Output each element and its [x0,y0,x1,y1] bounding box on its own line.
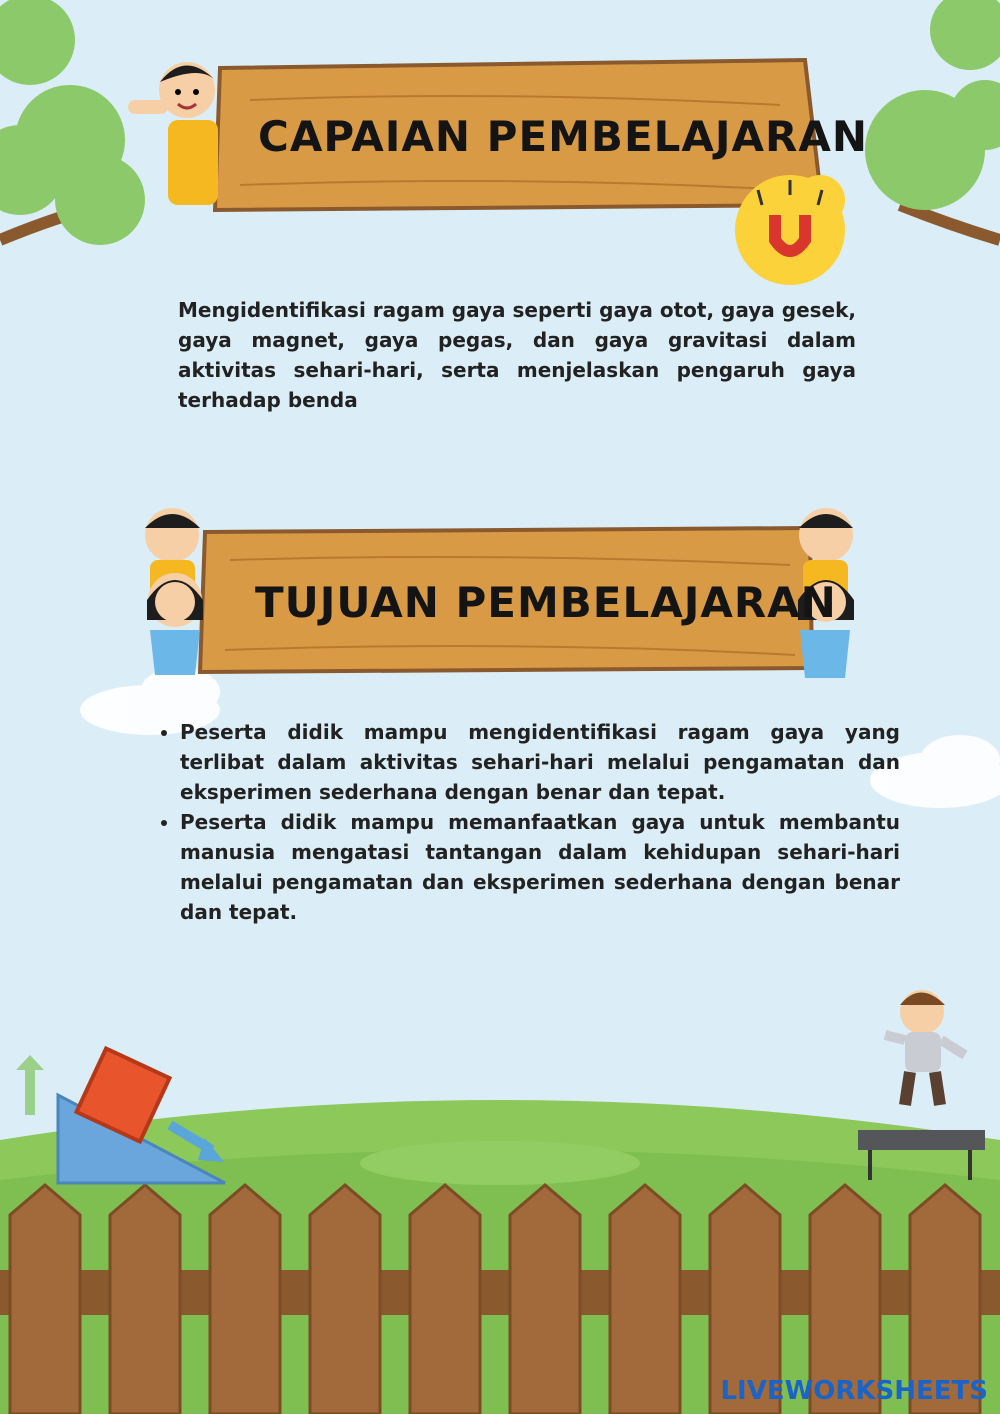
section2-goal-list [156,717,900,927]
tree-icon [0,0,145,245]
list-item: • Peserta didik mampu memanfaatkan gaya untuk membantu manusia mengatasi tantangan dalam kehidupan sehari-hari melalui pengamatan dan eksperimen sederhana dengan benar dan tepat. [180,807,900,927]
kids-characters-icon [145,508,203,675]
tree-icon [865,0,1000,240]
magnet-icon [735,175,845,285]
list-item: • Peserta didik mampu mengidentifikasi ragam gaya yang terlibat dalam aktivitas sehari-hari melalui pengamatan dan eksperimen sederhana dengan benar dan tepat. [180,717,900,807]
section1-title: CAPAIAN PEMBELAJARAN [258,112,869,161]
section2-title: TUJUAN PEMBELAJARAN [255,578,837,627]
watermark-logo: LIVEWORKSHEETS [720,1376,988,1406]
section1-text: Mengidentifikasi ragam gaya seperti gaya otot, gaya gesek, gaya magnet, gaya pegas, dan gaya gravitasi dalam aktivitas sehari-hari, serta menjelaskan pengaruh gaya terhadap benda [178,298,856,412]
